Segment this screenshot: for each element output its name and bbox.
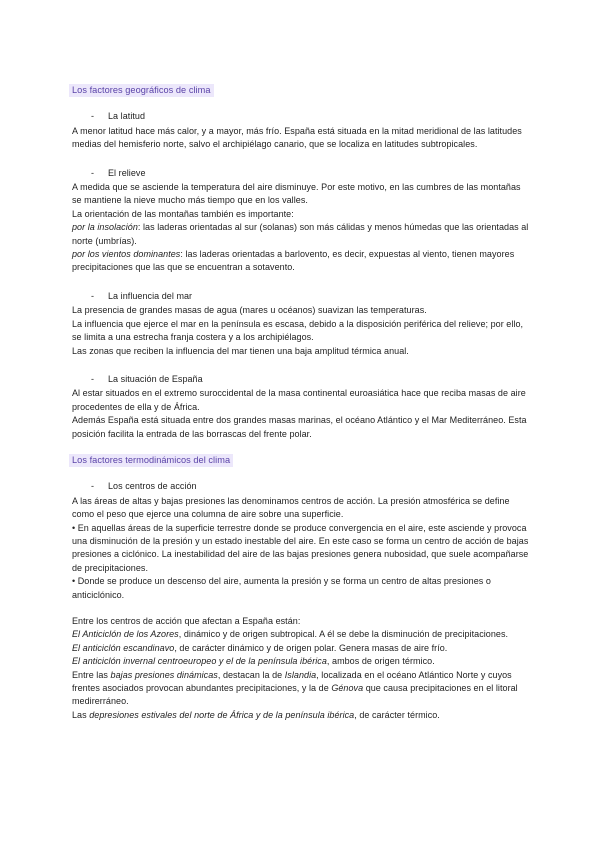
text: que causa precipitaciones en el litoral medirerráneo. — [72, 683, 518, 707]
bullet-dash: - — [91, 111, 95, 122]
emphasis: El anticiclón invernal centroeuropeo y el de la península ibérica — [72, 656, 327, 667]
paragraph: Además España está situada entre dos grandes masas marinas, el océano Atlántico y el Mar Mediterráneo. Esta posición facilita la entrada de las borrascas del frente polar. — [72, 415, 527, 439]
text: , ambos de origen térmico. — [326, 656, 435, 667]
bullet-relieve — [72, 167, 532, 180]
paragraph: A medida que se asciende la temperatura del aire disminuye. Por este motivo, en las cumbres de las montañas se mantiene la nieve mucho más tiempo que en los valles. — [72, 182, 521, 206]
section-heading-termodinamicos: Los factores termodinámicos del clima — [69, 454, 233, 467]
bullet-label: La situación de España — [108, 373, 203, 384]
bullet-label: La influencia del mar — [108, 290, 193, 301]
paragraph: La orientación de las montañas también es importante: — [72, 208, 294, 219]
emphasis: bajas presiones dinámicas — [110, 669, 218, 680]
bullet-dash: - — [91, 290, 95, 301]
blank-line — [72, 602, 532, 615]
bullet-dash: - — [91, 481, 95, 492]
paragraph — [72, 655, 532, 668]
paragraph: A menor latitud hace más calor, y a mayor, más frío. España está situada en la mitad meridional de las latitudes medias del hemisferio norte, salvo el archipiélago canario, que se localiza en latitudes subtropicales. — [72, 125, 522, 150]
text: : las laderas orientadas a barlovento, es decir, expuestas al viento, tienen mayores precipitaciones que las que se encuentran a sotavento. — [72, 249, 515, 273]
emphasis: Génova — [331, 683, 364, 694]
emphasis: por los vientos dominantes — [72, 249, 181, 260]
emphasis: El anticiclón escandinavo — [72, 642, 175, 653]
paragraph: Entre los centros de acción que afectan a España están: — [72, 616, 301, 626]
bullet-situacion — [72, 373, 532, 386]
section-heading-geograficos: Los factores geográficos de clima — [69, 84, 214, 97]
bullet-label: La latitud — [108, 111, 146, 122]
bullet-label: Los centros de acción — [108, 481, 197, 492]
emphasis: por la insolación — [72, 222, 138, 233]
paragraph: A las áreas de altas y bajas presiones las denominamos centros de acción. La presión atmosférica se define como el peso que ejerce una columna de aire sobre una superficie. — [72, 495, 510, 520]
paragraph: Las zonas que reciben la influencia del mar tienen una baja amplitud térmica anual. — [72, 345, 409, 356]
bullet-centros — [72, 480, 532, 493]
bullet-dash: - — [91, 373, 95, 384]
text: , destacan la de — [217, 669, 285, 680]
section-mar — [72, 290, 532, 358]
bullet-latitud — [72, 110, 532, 123]
text: : las laderas orientadas al sur (solanas) son más cálidas y menos húmedas que las orientadas al norte (umbrías). — [72, 222, 529, 246]
bullet-mar — [72, 290, 532, 303]
emphasis: El Anticiclón de los Azores — [72, 629, 179, 640]
bullet-label: El relieve — [108, 167, 146, 178]
section-centros — [72, 480, 532, 722]
paragraph: • Donde se produce un descenso del aire, aumenta la presión y se forma un centro de altas presiones o anticiclónico. — [72, 576, 491, 600]
text: , localizada en el océano Atlántico Norte y cuyos frentes asociados provocan abundantes precipitaciones, y la de — [72, 669, 512, 694]
paragraph — [72, 669, 532, 709]
paragraph — [72, 709, 532, 722]
paragraph — [72, 628, 532, 641]
text: , dinámico y de origen subtropical. A él se debe la disminución de precipitaciones. — [178, 629, 509, 640]
paragraph: • En aquellas áreas de la superficie terrestre donde se produce convergencia en el aire, este asciende y provoca una disminución de la presión y un estado inestable del aire. En este caso se forma un centro de acción de bajas presiones a ciclónico. La inestabilidad del aire de las bajas presiones genera nubosidad, que suele acompañarse de precipitaciones. — [72, 522, 529, 573]
paragraph — [72, 248, 532, 275]
text: , de carácter térmico. — [354, 709, 440, 720]
paragraph — [72, 221, 532, 248]
section-situacion — [72, 373, 532, 441]
text: Las — [72, 709, 90, 720]
paragraph: La influencia que ejerce el mar en la península es escasa, debido a la disposición periférica del relieve; por ello, se limita a una estrecha franja costera y a los archipiélagos. — [72, 318, 524, 343]
bullet-dash: - — [91, 167, 95, 178]
emphasis: Islandia — [284, 669, 317, 680]
paragraph: La presencia de grandes masas de agua (mares u océanos) suavizan las temperaturas. — [72, 305, 427, 316]
emphasis: depresiones estivales del norte de África y de la península ibérica — [89, 709, 355, 720]
section-latitud — [72, 110, 532, 151]
text: , de carácter dinámico y de origen polar. Genera masas de aire frío. — [174, 642, 448, 653]
section-relieve — [72, 167, 532, 275]
paragraph — [72, 642, 532, 655]
document-content — [72, 84, 532, 722]
heading-wrapper — [72, 454, 532, 467]
text: Entre las — [72, 669, 111, 680]
paragraph: Al estar situados en el extremo suroccidental de la masa continental euroasiática hace que reciba masas de aire procedentes de ella y de África. — [72, 388, 526, 412]
